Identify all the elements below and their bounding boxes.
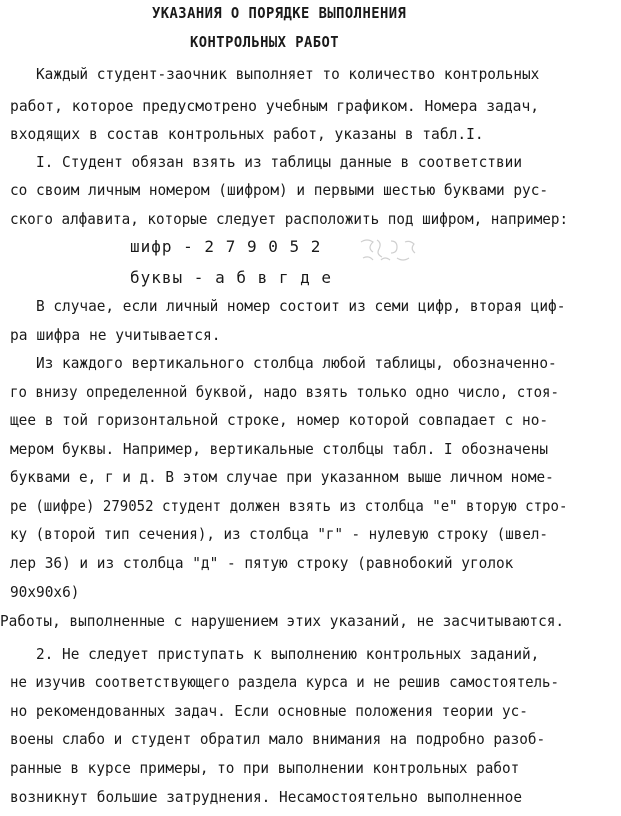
- text-line: возникнут большие затруднения. Несамостоятельно выполненное: [10, 788, 523, 806]
- text-line: ра шифра не учитывается.: [10, 326, 221, 344]
- text-line: Каждый студент-заочник выполняет то количество контрольных: [36, 65, 540, 83]
- text-line: работ, которое предусмотрено учебным графиком. Номера задач,: [10, 97, 540, 115]
- text-line: ского алфавита, которые следует расположить под шифром, например:: [10, 210, 569, 228]
- text-line: ку (второй тип сечения), из столбца "г" - нулевую строку (швел-: [10, 525, 548, 543]
- text-line: 90x90x6): [10, 583, 80, 601]
- text-line: буквами е, г и д. В этом случае при указанном выше личном номе-: [10, 468, 554, 486]
- heading-line-1: УКАЗАНИЯ О ПОРЯДКЕ ВЫПОЛНЕНИЯ: [152, 4, 407, 22]
- letters-example: буквы - а б в г д е: [130, 268, 333, 287]
- text-line: входящих в состав контрольных работ, указаны в табл.I.: [10, 125, 484, 143]
- text-line: мером буквы. Например, вертикальные столбцы табл. I обозначены: [10, 440, 549, 458]
- text-line: ранные в курсе примеры, то при выполнении контрольных работ: [10, 759, 520, 777]
- text-line: 2. Не следует приступать к выполнению контрольных заданий,: [36, 645, 540, 663]
- faded-stamp-mark: [355, 236, 425, 272]
- text-line: ре (шифре) 279052 студент должен взять из столбца "е" вторую стро-: [10, 497, 568, 515]
- heading-line-2: КОНТРОЛЬНЫХ РАБОТ: [190, 33, 340, 51]
- cipher-example: шифр - 2 7 9 0 5 2: [130, 237, 322, 256]
- text-line: но рекомендованных задач. Если основные положения теории ус-: [10, 702, 528, 720]
- text-line: щее в той горизонтальной строке, номер которой совпадает с но-: [10, 411, 549, 429]
- text-line: не изучив соответствующего раздела курса и не решив самостоятель-: [10, 673, 559, 691]
- text-line: Работы, выполненные с нарушением этих указаний, не засчитываются.: [0, 612, 565, 630]
- text-line: го внизу определенной буквой, надо взять только одно число, стоя-: [10, 383, 559, 401]
- text-line: воены слабо и студент обратил мало внимания на подробно разоб-: [10, 730, 546, 748]
- text-line: Из каждого вертикального столбца любой таблицы, обозначенно-: [36, 354, 557, 372]
- text-line: I. Студент обязан взять из таблицы данные в соответствии: [36, 153, 523, 171]
- text-line: лер 36) и из столбца "д" - пятую строку (равнобокий уголок: [10, 554, 514, 572]
- text-line: В случае, если личный номер состоит из семи цифр, вторая циф-: [36, 297, 566, 315]
- text-line: со своим личным номером (шифром) и первыми шестью буквами рус-: [10, 181, 549, 199]
